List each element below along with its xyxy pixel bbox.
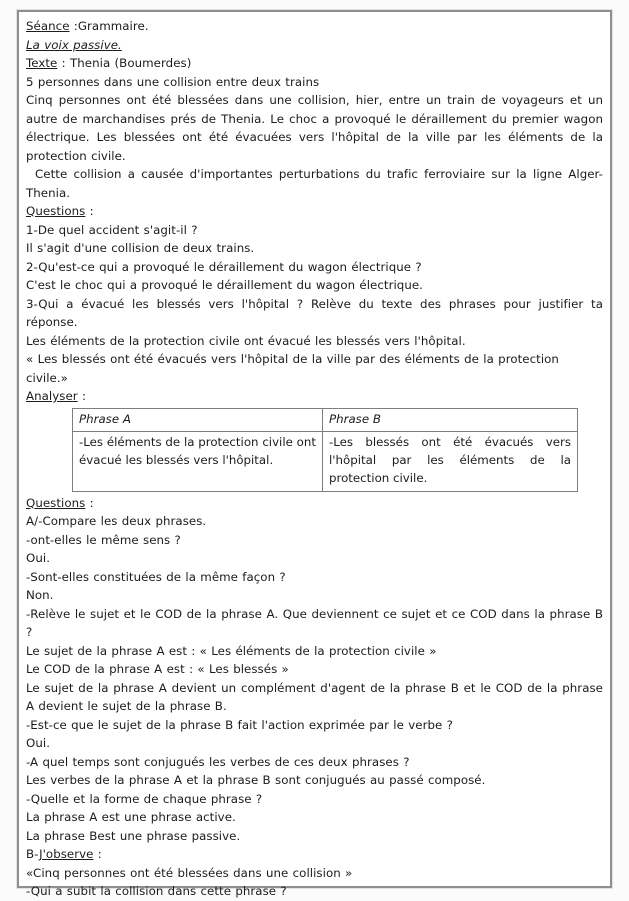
line-meme-sens [26,531,603,550]
paragraph-news-body [26,91,603,165]
line-text: Oui. [26,551,50,565]
line-seance [26,17,603,36]
line-meme-facon [26,568,603,587]
line-cod-a [26,660,603,679]
section-label: Questions [26,204,86,218]
line-text: -Relève le sujet et le COD de la phrase A. Que deviennent ce sujet et ce COD dans la phrase B ? [26,606,603,639]
line-observe-quote [26,864,603,883]
line-text: 1-De quel accident s'agit-il ? [26,222,198,237]
line-text: C'est le choc qui a provoqué le déraillement du wagon électrique. [26,278,423,292]
line-q3 [26,295,603,332]
line-text: «Cinq personnes ont été blessées dans une collision » [26,865,353,880]
line-action-verbe [26,716,603,735]
line-text: -ont-elles le même sens ? [26,532,181,547]
line-forme-phrase [26,790,603,809]
line-text: -Quelle et la forme de chaque phrase ? [26,791,263,806]
paragraph-news-end [26,165,603,202]
section-label: J'observe [39,847,94,861]
table-cell-phrase-a: -Les éléments de la protection civile ont évacué les blessés vers l'hôpital. [73,431,323,491]
line-headline [26,73,603,92]
line-a2 [26,276,603,295]
line-text: Oui. [26,736,50,750]
line-prefix: B- [26,847,40,861]
section-label: Séance [26,19,70,33]
line-phrase-passive [26,827,603,846]
line-text: « Les blessés ont été évacués vers l'hôpital de la ville par des éléments de la protection civile.» [26,352,559,385]
line-analyser [26,387,603,406]
line-text: -A quel temps sont conjugués les verbes de ces deux phrases ? [26,754,410,769]
line-text: : Thenia (Boumerdes) [57,56,192,70]
line-texte [26,54,603,73]
line-phrase-active [26,808,603,827]
line-text: -Est-ce que le sujet de la phrase B fait l'action exprimée par le verbe ? [26,717,453,732]
table-header-phrase-a: Phrase A [73,408,323,431]
table-header-phrase-b: Phrase B [323,408,578,431]
line-oui-2 [26,734,603,753]
line-sujet-a [26,642,603,661]
line-text: 5 personnes dans une collision entre deux trains [26,74,320,89]
line-text: Les éléments de la protection civile ont évacué les blessés vers l'hôpital. [26,333,466,348]
line-text: : [85,495,94,510]
line-text: -Sont-elles constituées de la même façon ? [26,569,286,584]
line-oui-1 [26,549,603,568]
line-text: Il s'agit d'une collision de deux trains. [26,241,255,255]
table-row [73,431,578,491]
line-text: La voix passive. [26,37,122,52]
line-q2 [26,258,603,277]
section-label: Questions [26,495,86,510]
line-qui-subit [26,882,603,901]
document-page [17,10,612,898]
section-label: Texte [26,56,58,70]
line-quel-temps [26,753,603,772]
line-releve-sujet [26,605,603,642]
line-q1 [26,221,603,240]
section-label: Analyser [26,389,78,403]
line-text: : [93,847,102,861]
line-quote [26,350,603,387]
line-text: Le sujet de la phrase A est : « Les éléments de la protection civile » [26,643,437,658]
line-text: Cinq personnes ont été blessées dans une collision, hier, entre un train de voyageurs et un autre de marchandises prés de Thenia. Le choc a provoqué le déraillement du premier wagon électrique. Les blessées ont été évacuées vers l'hôpital de la ville par les éléments de la protection civile. [26,93,603,163]
line-text: Le COD de la phrase A est : « Les blessés » [26,662,289,676]
analysis-table [72,408,578,492]
line-text: : [85,204,94,218]
line-text: Le sujet de la phrase A devient un complément d'agent de la phrase B et le COD de la phrase A devient le sujet de la phrase B. [26,680,603,713]
line-sujet-devient [26,679,603,716]
line-text: -Qui a subit la collision dans cette phrase ? [26,884,287,898]
line-questions-1 [26,202,603,221]
table-header-row [73,408,578,431]
line-non [26,586,603,605]
line-a3 [26,332,603,351]
line-a1 [26,239,603,258]
line-text: La phrase A est une phrase active. [26,810,236,824]
line-jobserve [26,845,603,864]
line-text: La phrase Best une phrase passive. [26,828,241,843]
line-text: : [77,389,87,403]
line-text: Cette collision a causée d'importantes perturbations du trafic ferroviaire sur la ligne Alger-Thenia. [26,167,603,200]
line-compare [26,512,603,531]
line-text: :Grammaire. [69,19,149,33]
line-lesson-title [26,36,603,55]
line-text: Non. [26,588,54,602]
line-text: 2-Qu'est-ce qui a provoqué le déraillement du wagon électrique ? [26,259,422,274]
line-passe-compose [26,771,603,790]
line-text: 3-Qui a évacué les blessés vers l'hôpital ? Relève du texte des phrases pour justifier ta réponse. [26,296,603,329]
line-questions-2 [26,494,603,513]
line-text: A/-Compare les deux phrases. [26,514,207,528]
line-text: Les verbes de la phrase A et la phrase B sont conjugués au passé composé. [26,773,486,787]
table-cell-phrase-b: -Les blessés ont été évacués vers l'hôpital par les éléments de la protection civile. [323,431,578,491]
